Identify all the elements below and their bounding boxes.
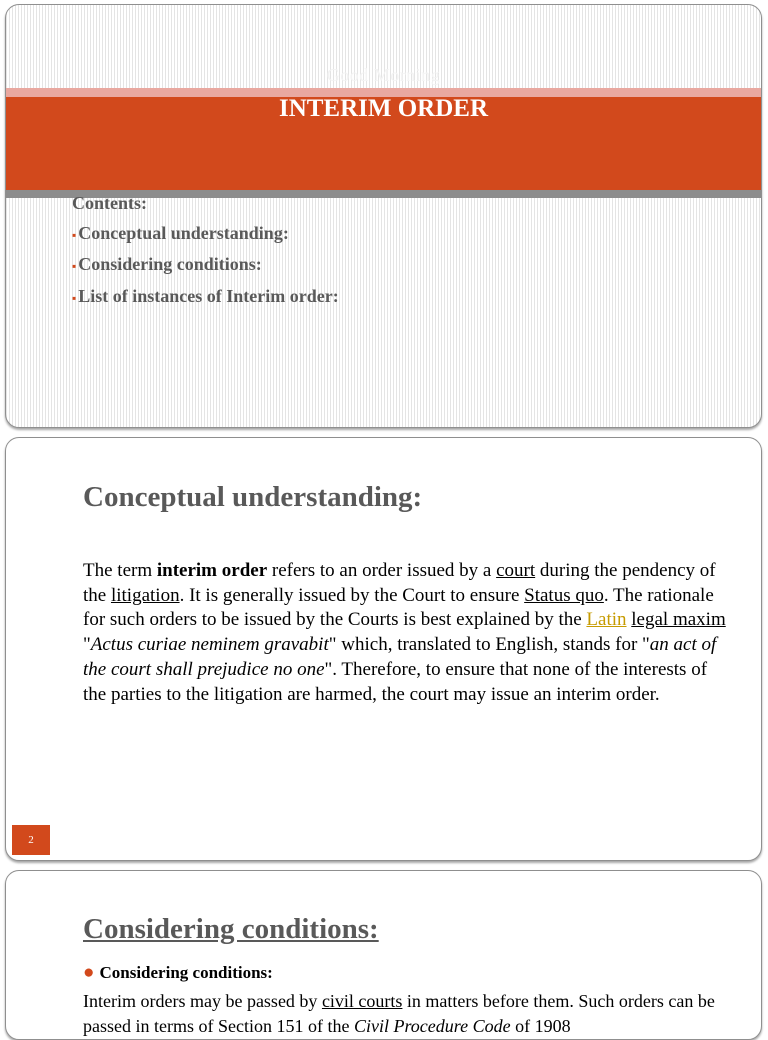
link-status-quo[interactable]: Status quo [524, 584, 604, 606]
link-court[interactable]: court [496, 560, 536, 581]
bullet-icon: ▪ [72, 227, 77, 242]
slide-conceptual-understanding [5, 437, 762, 861]
bullet-icon: ▪ [72, 259, 77, 273]
slide-heading: Considering conditions: [83, 913, 379, 945]
ghost-title: Good Morning [326, 65, 441, 85]
link-litigation[interactable]: litigation [110, 584, 180, 606]
page-number-badge: 2 [12, 825, 50, 855]
bullet-item: ● Considering conditions: [83, 962, 273, 983]
slide-body-text: Interim orders may be passed by civil courts in matters before them. Such orders can be passed in terms of Section 151 of the Civil Procedure Code of 1908 [83, 991, 715, 1036]
slide-heading: Conceptual understanding: [83, 481, 423, 513]
slide-body-text: The term interim order refers to an order issued by a court during the pendency of the litigation. It is generally issued by the Court to ensure Status quo. The rationale for such orders to be issued by the Courts is best explained by the Latin legal maxim "Actus curiae neminem gravabit" which, translated to English, stands for "an act of the court shall prejudice no one". Therefore, to ensure that none of the interests of the parties to the litigation are harmed, the court may issue an interim order. [83, 560, 726, 705]
link-latin[interactable]: Latin [586, 609, 627, 631]
link-legal-maxim[interactable]: legal maxim [631, 609, 726, 631]
contents-item: ▪ Considering conditions: [72, 254, 262, 274]
contents-item: ▪ List of instances of Interim order: [72, 285, 339, 306]
contents-heading: Contents: [72, 193, 147, 213]
bullet-icon: ▪ [72, 290, 77, 305]
slide-title [5, 4, 762, 428]
bullet-dot-icon: ● [83, 962, 95, 983]
link-civil-courts[interactable]: civil courts [321, 991, 403, 1011]
slide-considering-conditions [5, 870, 762, 1040]
contents-item: ▪ Conceptual understanding: [72, 222, 289, 243]
deck-title: INTERIM ORDER [278, 95, 489, 122]
contents-list [72, 189, 339, 313]
